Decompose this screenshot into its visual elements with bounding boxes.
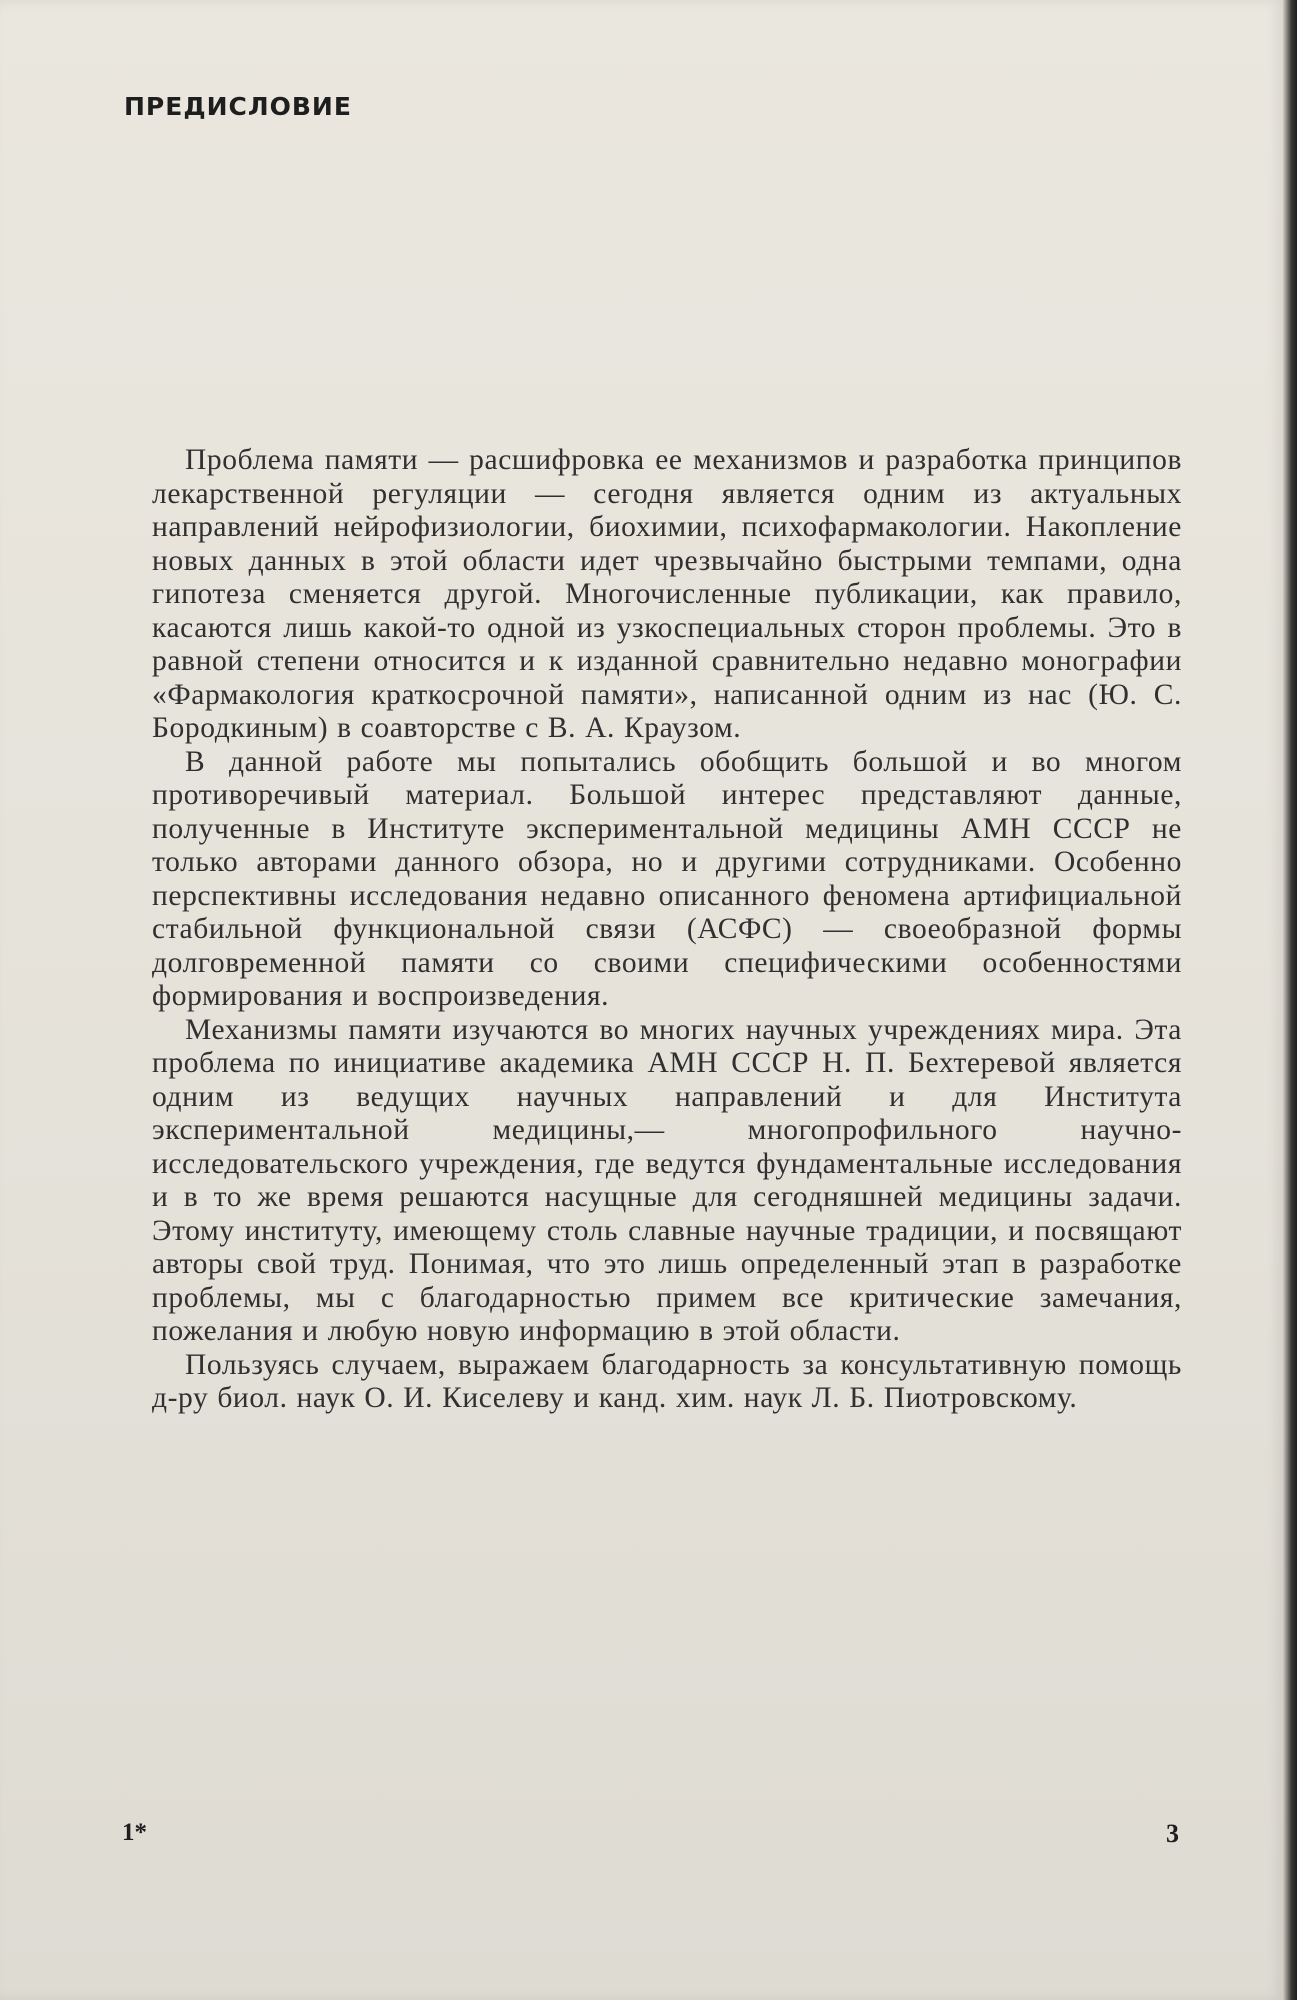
page-heading: ПРЕДИСЛОВИЕ bbox=[124, 92, 352, 121]
paragraph-3: Механизмы памяти изучаются во многих научных учреждениях мира. Эта проблема по инициативе академика АМН СССР Н. П. Бехтеревой является одним из ведущих научных направлений и для Института экспериментальной медицины,— многопрофильного научно-исследовательского учреждения, где ведутся фундаментальные исследования и в то же время решаются насущные для сегодняшней медицины задачи. Этому институту, имеющему столь славные научные традиции, и посвящают авторы свой труд. Понимая, что это лишь определенный этап в разработке проблемы, мы с благодарностью примем все критические замечания, пожелания и любую новую информацию в этой области. bbox=[152, 1013, 1182, 1347]
page-number: 3 bbox=[1166, 1819, 1179, 1848]
paragraph-2: В данной работе мы попытались обобщить большой и во многом противоречивый материал. Большой интерес представляют данные, полученные в Институте экспериментальной медицины АМН СССР не только авторами данного обзора, но и другими сотрудниками. Особенно перспективны исследования недавно описанного феномена артифициальной стабильной функциональной связи (АСФС) — своеобразной формы долговременной памяти со своими специфическими особенностями формирования и воспроизведения. bbox=[152, 745, 1182, 1012]
paragraph-4: Пользуясь случаем, выражаем благодарность за консультативную помощь д-ру биол. наук О. И. Киселеву и канд. хим. наук Л. Б. Пиотровскому. bbox=[152, 1348, 1182, 1414]
preface-body bbox=[152, 444, 1182, 1416]
signature-mark: 1* bbox=[122, 1819, 147, 1846]
page-edge-shadow bbox=[1283, 0, 1297, 2000]
paragraph-1: Проблема памяти — расшифровка ее механизмов и разработка принципов лекарственной регуляции — сегодня является одним из актуальных направлений нейрофизиологии, биохимии, психофармакологии. Накопление новых данных в этой области идет чрезвычайно быстрыми темпами, одна гипотеза сменяется другой. Многочисленные публикации, как правило, касаются лишь какой-то одной из узкоспециальных сторон проблемы. Это в равной степени относится и к изданной сравнительно недавно монографии «Фармакология краткосрочной памяти», написанной одним из нас (Ю. С. Бородкиным) в соавторстве с В. А. Краузом. bbox=[152, 444, 1182, 744]
